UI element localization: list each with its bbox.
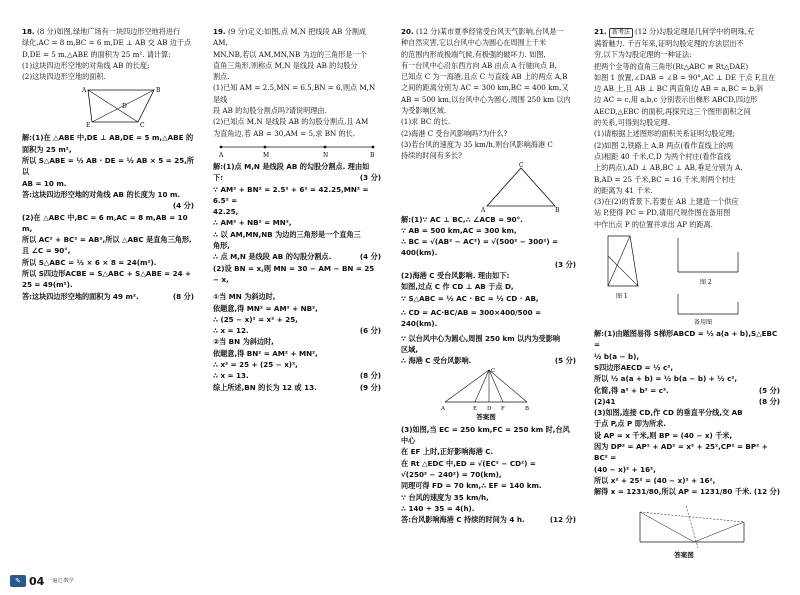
line-da (608, 236, 630, 286)
solution-text: 所以 S△ABE = ½ AB · DE = ½ AB × 5 = 25,所以 (22, 156, 195, 177)
point-label: C (140, 122, 145, 129)
solution-text: (2)海港 C 受台风影响. 理由如下: (401, 271, 510, 281)
question-text: (1)这块四边形空地的对角线 AB 的长度; (22, 60, 150, 70)
question-text: 割点. (213, 72, 230, 82)
solution-text: 区域, (401, 344, 418, 354)
solution-text: 因为 DP² = AP² + AD² = x² + 25²,CP² = BP² + BC² = (594, 442, 768, 463)
solution-text: 设 AP = x 千米,则 BP = (40 − x) 千米, (594, 430, 733, 440)
solution-text: 答:台风影响海港 C 持续的时间为 4 h. (401, 515, 525, 525)
answer-figure-21 (634, 502, 754, 550)
question-number: 20. (401, 27, 414, 36)
question-text: 满着魅力. 千百年来,证明勾股定理的方法层出不 (594, 39, 744, 48)
point-label: C (491, 368, 496, 375)
page-footer (10, 574, 74, 588)
point-label: A (82, 87, 87, 95)
question-19 (213, 26, 381, 393)
solution-text: ∵ AB = 500 km,AC = 300 km, (401, 225, 517, 235)
question-text: 如图 1 放置,∠DAB = ∠B = 90°,AC ⊥ DE 于点 F,且在 (594, 72, 776, 82)
question-20 (401, 26, 576, 525)
point-label: D (122, 103, 127, 111)
point-label: B (555, 206, 560, 214)
question-text: 绿化,AC = 8 m,BC = 6 m,DE ⊥ AB 交 AB 边于点 (22, 38, 192, 48)
diagonal-line (88, 90, 138, 122)
question-text: (8 分)如图,绿地广场有一块四边形空地将进行 (36, 27, 181, 36)
score-label: (8 分) (172, 291, 194, 301)
solution-text: ∴ 点 M,N 是线段 AB 的勾股分割点. (213, 252, 332, 262)
question-text: 点)相距 40 千米,C,D 为两个村庄(看作直线 (594, 151, 731, 161)
solution-text: ∴ 以 AM,MN,NB 为边的三角形是一个直角三 (213, 229, 361, 239)
line-cf (489, 370, 503, 402)
solution-text: 解:(1)点 M,N 是线段 AB 的勾股分割点. 理由如 (213, 161, 370, 171)
question-text: AB = 500 km,以台风中心为圆心,周围 250 km 以内 (401, 94, 571, 104)
question-text: (1)求 BC 的长. (401, 117, 451, 127)
solution-text: 所以 S△ABC = ½ × 6 × 8 = 24(m²). (22, 257, 157, 267)
question-18 (22, 26, 194, 302)
question-text: (9 分)定义:如图,点 M,N 把线段 AB 分割成 AM, (213, 27, 366, 48)
question-number: 18. (22, 27, 35, 36)
score-label: (4 分) (359, 252, 381, 262)
brand-text: 一遍过·数学 (47, 578, 74, 584)
score-label: (5 分) (554, 356, 576, 366)
score-label: (12 分) (753, 487, 780, 497)
solution-text: ②当 BN 为斜边时, (213, 337, 274, 347)
figure-caption: 备用图 (694, 319, 713, 327)
answer-figure-20 (441, 366, 531, 412)
point-label: E (473, 406, 478, 413)
solution-text: ∴ 140 ÷ 35 = 4(h). (401, 503, 475, 513)
question-text: D,DE = 5 m,△ABE 的面积为 25 m². 请计算: (22, 49, 171, 59)
question-text: 上的两点),AD ⊥ AB,BC ⊥ AB,垂足分别为 A, (594, 163, 743, 173)
figure-caption: 答案图 (476, 413, 496, 422)
score-label: (9 分) (359, 382, 381, 392)
solution-text: (3)如图,当 EC = 250 km,FC = 250 km 时,台风中心 (401, 424, 570, 446)
solution-text: √(250² − 240²) = 70(km), (401, 469, 502, 479)
point-label: N (323, 151, 329, 159)
solution-text: 且 ∠C = 90°, (22, 246, 71, 256)
question-text: (3)若台风的速度为 35 km/h,则台风影响海港 C (401, 139, 553, 149)
point-label: A (219, 151, 224, 159)
solution-text: 解:(1)∵ AC ⊥ BC,∴ ∠ACB = 90°. (401, 214, 523, 224)
question-text: 已知点 C 为一海港,且点 C 与直线 AB 上的两点 A,B (401, 72, 568, 82)
question-text: 为直角边,若 AB = 30,AM = 5,求 BN 的长. (213, 128, 356, 138)
point-label: D (487, 406, 492, 413)
line-cp (694, 522, 744, 542)
solution-text: (2)在 △ABC 中,BC = 6 m,AC = 8 m,AB = 10 m, (22, 212, 188, 233)
question-text: 的距离为 41 千米. (594, 185, 653, 195)
question-21 (594, 26, 780, 561)
question-text: MN,NB,若以 AM,MN,NB 为边的三角形是一个 (213, 49, 367, 59)
page-number: 04 (29, 574, 45, 588)
point-label: C (519, 161, 524, 169)
solution-text: ∴ AM² + NB² = MN², (213, 218, 292, 228)
line-ac (445, 370, 489, 402)
question-text: 段 AB 的勾股分割点吗?请说明理由. (213, 106, 327, 116)
solution-text: 答:这块四边形空地的对角线 AB 的长度为 10 m. (22, 189, 181, 199)
point-label: E (86, 122, 91, 129)
question-text: 持续的时间有多长? (401, 151, 462, 161)
solution-text: 同理可得 FD = 70 km,∴ EF = 140 km. (401, 481, 542, 491)
question-text: 为受影响区域. (401, 106, 447, 116)
point-label: F (501, 406, 505, 413)
solution-text: 依题意,得 BN² = AM² + MN², (213, 348, 318, 358)
solution-text: ∴ x² = 25 + (25 − x)², (213, 360, 298, 370)
solution-text: ∵ 以台风中心为圆心,周围 250 km 以内为受影响 (401, 333, 560, 343)
solution-text: ∴ x = 12. (213, 326, 249, 336)
question-text: 种自然灾害,它以台风中心为圆心在周围上千米 (401, 38, 547, 48)
question-text: (2)海港 C 受台风影响吗?为什么? (401, 128, 508, 138)
solution-text: ∵ AM² + BN² = 2.5² + 6² = 42.25,MN² = 6.5² = (213, 184, 369, 205)
question-text: (2)如图 2,铁路上 A,B 两点(看作直线上的两 (594, 140, 734, 150)
solution-text: ①当 MN 为斜边时, (213, 292, 276, 302)
solution-text: 综上所述,BN 的长为 12 或 13. (213, 382, 317, 392)
question-text: (2)已知点 M,N 是线段 AB 的勾股分割点,且 AM (213, 117, 369, 127)
solution-text: AB = 10 m. (22, 178, 67, 188)
solution-text: 所以 ½ a(a + b) = ½ b(a − b) + ½ c², (594, 374, 738, 384)
segment-point (372, 146, 375, 149)
solution-text: 如图,过点 C 作 CD ⊥ AB 于点 D, (401, 282, 514, 292)
solution-text: ∵ 台风的速度为 35 km/h, (401, 492, 489, 502)
score-label: (3 分) (359, 173, 381, 183)
figure-caption: 图 1 (616, 293, 628, 301)
solution-text: ∴ x = 13. (213, 371, 249, 381)
segment-point (264, 146, 267, 149)
question-text: 把两个全等的直角三角形(Rt△ABC ≌ Rt△DAE) (594, 61, 749, 71)
question-text: (12 分)勾股定理是几何学中的明珠,充 (634, 27, 755, 36)
solution-text: ∵ S△ABC = ½ AC · BC = ½ CD · AB, (401, 293, 539, 303)
point-label: A (481, 206, 486, 214)
question-text: 边 AC = c,用 a,b,c 分别表示出梯形 ABCD,四边形 (594, 95, 758, 105)
solution-text: (2)41 (594, 396, 616, 406)
question-text: (3)在(2)的背景下,若要在 AB 上建造一个供应 (594, 197, 739, 207)
solution-text: ½ b(a − b), (594, 351, 640, 361)
solution-text: ∴ 海港 C 受台风影响. (401, 356, 472, 366)
figure-caption: 答案图 (674, 550, 694, 559)
quadrilateral-figure (82, 84, 162, 128)
figure-1 (608, 236, 638, 286)
solution-text: ∴ (25 − x)² = x² + 25, (213, 314, 298, 324)
score-label: (8 分) (359, 371, 381, 381)
score-label: (12 分) (549, 515, 576, 525)
question-number: 19. (213, 27, 226, 36)
book-logo-icon: ✎ (10, 575, 26, 587)
point-label: M (263, 151, 270, 159)
solution-text: 答:这块四边形空地的面积为 49 m². (22, 291, 139, 301)
question-text: (1)请根据上述图形的面积关系证明勾股定理; (594, 129, 736, 139)
segment-point (324, 146, 327, 149)
question-text: 有一台风中心沿东西方向 AB 由点 A 行驶向点 B, (401, 60, 557, 70)
solution-text: 角形, (213, 241, 230, 251)
solution-text: 在 EF 上时,正好影响海港 C. (401, 447, 494, 457)
line-ec (608, 256, 638, 286)
segment-point (220, 146, 223, 149)
solution-text: 解:(1)由题图易得 S梯形ABCD = ½ a(a + b),S△EBC = (594, 329, 778, 350)
question-text: 的关系,可得到勾股定理. (594, 118, 670, 128)
point-label: B (370, 151, 375, 159)
solution-text: 在 Rt △EDC 中,ED = √(EC² − CD²) = (401, 458, 536, 468)
score-label: (8 分) (758, 396, 780, 406)
solution-text: (40 − x)² + 16², (594, 464, 656, 474)
new-method-badge: 新考法 (609, 28, 633, 38)
question-text: B,AD = 25 千米,BC = 16 千米,则两个村庄 (594, 174, 736, 184)
line-bc (489, 370, 527, 402)
question-text: 的范围内形成极端气候,有极强的破坏力. 如图, (401, 49, 546, 59)
solution-text: 所以 x² + 25² = (40 − x)² + 16², (594, 475, 716, 485)
solution-text: 所以 AC² + BC² = AB²,所以 △ABC 是直角三角形, (22, 235, 192, 245)
question-text: AECD,△EBC 的面积,再探究这三个图形面积之间 (594, 106, 751, 116)
solution-text: 面积为 25 m², (22, 144, 72, 154)
triangle-figure (481, 162, 561, 214)
triangle-shape (487, 168, 555, 206)
solution-text: 于点 P,点 P 即为所求. (594, 419, 667, 429)
solution-text: 42.25, (213, 207, 239, 217)
question-text: 直角三角形,则称点 M,N 是线段 AB 的勾股分 (213, 60, 358, 70)
score-label: (4 分) (172, 201, 194, 211)
question-text: 穷,以下为勾股定理的一种证法: (594, 50, 692, 60)
point-label: B (525, 406, 530, 413)
score-label: (6 分) (359, 326, 381, 336)
score-label: (5 分) (758, 385, 780, 395)
solution-text: 依题意,得 MN² = AM² + NB², (213, 303, 318, 313)
figure-2 (678, 238, 738, 272)
solution-text: 下: (213, 173, 223, 183)
question-number: 21. (594, 27, 607, 36)
solution-text: 解得 x = 1231/80,所以 AP = 1231/80 千米. (594, 487, 752, 497)
question-text: 之间的距离分别为 AC = 300 km,BC = 400 km,又 (401, 83, 569, 93)
solution-text: ∴ BC = √(AB² − AC²) = √(500² − 300²) = 400(km). (401, 237, 559, 258)
score-label: (3 分) (554, 259, 576, 269)
question-text: (12 分)某市夏季经常受台风天气影响,台风是一 (415, 27, 564, 36)
question-text: (1)已知 AM = 2.5,MN = 6.5,BN = 6,则点 M,N 是线 (213, 83, 376, 104)
point-label: B (156, 87, 161, 95)
solution-text: (3)如图,连接 CD,作 CD 的垂直平分线,交 AB (594, 408, 743, 418)
solution-text: (2)设 BN = x,则 MN = 30 − AM − BN = 25 − x, (213, 263, 375, 284)
solution-text: 所以 S四边形ACBE = S△ABC + S△ABE = 24 + 25 = 49(m²). (22, 269, 192, 290)
solution-text: 解:(1)在 △ABE 中,DE ⊥ AB,DE = 5 m,△ABE 的 (22, 133, 194, 143)
solution-text: ∴ CD = AC·BC/AB = 300×400/500 = 240(km). (401, 307, 542, 329)
figure-caption: 图 2 (700, 279, 712, 287)
question-text: (2)这块四边形空地的面积. (22, 72, 106, 82)
trapezoid-shape (608, 236, 638, 286)
question-text: 边 AB 上,且 AB ⊥ BC 两直角边 AB = a,BC = b,斜 (594, 84, 764, 94)
solution-text: S四边形AECD = ½ c², (594, 362, 674, 372)
question-text: 站 P,使得 PC = PD,请用尺规作图在备用图 (594, 208, 731, 218)
segment-figure (217, 141, 377, 159)
question-text: 中作出点 P 的位置并求出 AP 的距离. (594, 219, 713, 229)
solution-text: 化简,得 a² + b² = c². (594, 385, 669, 395)
point-label: A (441, 406, 445, 413)
